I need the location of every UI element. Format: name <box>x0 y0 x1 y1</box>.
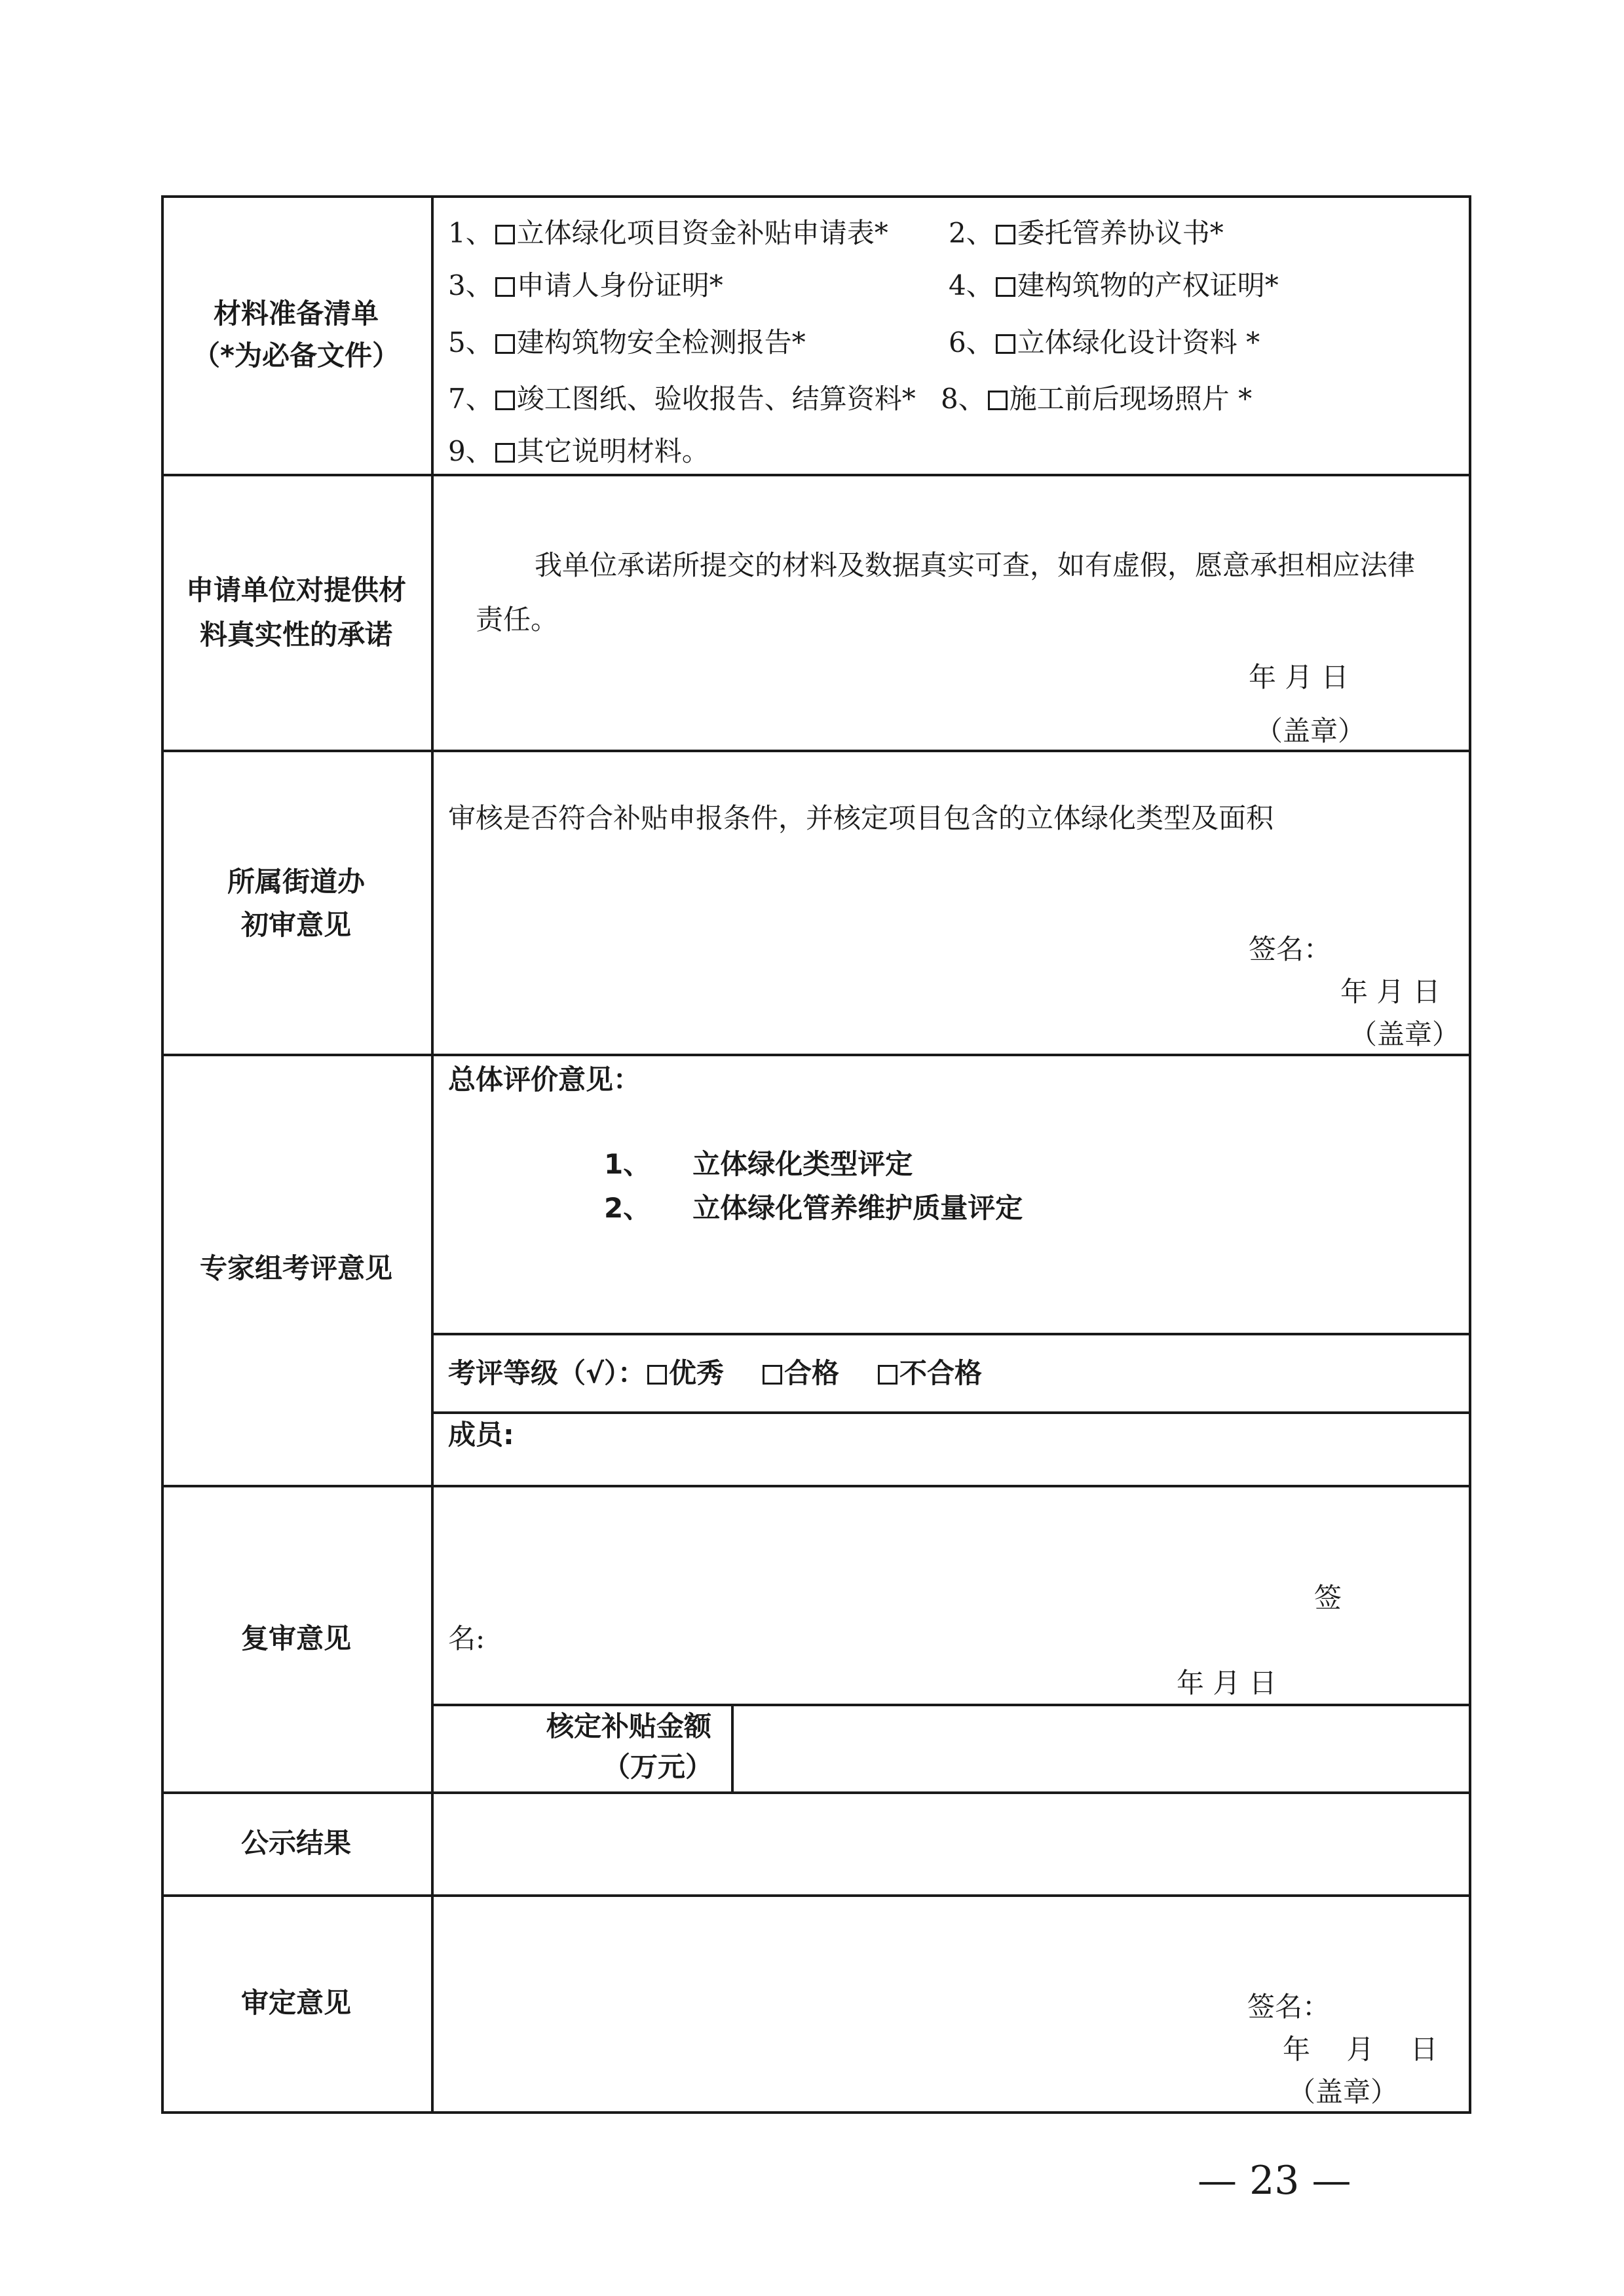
material-item-2: 2、 委托管养协议书* <box>949 217 1224 249</box>
column-divider <box>731 1704 734 1794</box>
grade-option-pass[interactable]: 合格 <box>761 1357 839 1389</box>
material-item-5: 5、 建构筑物安全检测报告* <box>448 326 806 358</box>
checkbox[interactable] <box>495 225 515 244</box>
materials-label-line1: 材料准备清单 <box>213 297 379 330</box>
table-border-right <box>1469 195 1471 2114</box>
row-divider <box>431 1333 1471 1335</box>
re-review-sign-part1: 签 <box>1314 1582 1342 1614</box>
checkbox[interactable] <box>495 443 515 463</box>
members-label: 成员: <box>448 1419 514 1451</box>
street-review-label-line2: 初审意见 <box>240 909 352 941</box>
checkbox[interactable] <box>996 225 1015 244</box>
checkbox[interactable] <box>495 391 515 410</box>
table-border-top <box>161 195 1471 198</box>
commitment-seal: （盖章） <box>1255 715 1366 747</box>
expert-review-label: 专家组考评意见 <box>199 1252 393 1284</box>
subsidy-amount-label-line2: （万元） <box>603 1751 713 1783</box>
re-review-label: 复审意见 <box>240 1622 352 1655</box>
final-review-label: 审定意见 <box>240 1987 352 2019</box>
material-item-7: 7、 竣工图纸、验收报告、结算资料* <box>448 383 916 415</box>
checkbox[interactable] <box>647 1365 667 1385</box>
commitment-text-line2: 责任。 <box>476 603 559 636</box>
checkbox[interactable] <box>878 1365 897 1385</box>
street-review-seal: （盖章） <box>1350 1018 1460 1050</box>
row-divider <box>161 1054 1471 1056</box>
checkbox[interactable] <box>495 277 515 297</box>
commitment-label-line2: 料真实性的承诺 <box>199 619 393 651</box>
checkbox[interactable] <box>763 1365 782 1385</box>
publicity-label: 公示结果 <box>240 1827 352 1859</box>
grade-row <box>448 1357 983 1389</box>
material-item-6: 6、 立体绿化设计资料 * <box>949 326 1260 358</box>
street-review-label-line1: 所属街道办 <box>227 866 366 898</box>
grade-option-fail[interactable]: 不合格 <box>876 1357 982 1389</box>
street-review-date: 年 月 日 <box>1340 976 1441 1008</box>
commitment-label-line1: 申请单位对提供材 <box>185 574 407 606</box>
row-divider <box>431 1411 1471 1414</box>
street-review-text: 审核是否符合补贴申报条件，并核定项目包含的立体绿化类型及面积 <box>448 802 1274 834</box>
row-divider <box>161 1791 1471 1794</box>
expert-item-1: 1、 立体绿化类型评定 <box>604 1148 913 1180</box>
material-item-4: 4、 建构筑物的产权证明* <box>949 269 1279 301</box>
subsidy-amount-label-line1: 核定补贴金额 <box>546 1710 712 1742</box>
row-divider <box>161 474 1471 476</box>
commitment-text-line1: 我单位承诺所提交的材料及数据真实可查，如有虚假，愿意承担相应法律 <box>535 549 1416 581</box>
re-review-date: 年 月 日 <box>1177 1667 1277 1699</box>
material-item-9: 9、 其它说明材料。 <box>448 435 709 467</box>
row-divider <box>431 1704 1471 1706</box>
page-number: — 23 — <box>1198 2158 1351 2204</box>
checkbox[interactable] <box>495 334 515 354</box>
re-review-sign-part2: 名: <box>448 1622 485 1655</box>
table-border-left <box>161 195 164 2114</box>
row-divider <box>161 1485 1471 1487</box>
checkbox[interactable] <box>988 391 1008 410</box>
material-item-3: 3、 申请人身份证明* <box>448 269 723 301</box>
grade-option-excellent[interactable]: 优秀 <box>645 1357 724 1389</box>
final-review-sign: 签名： <box>1247 1991 1331 2023</box>
material-item-1: 1、 立体绿化项目资金补贴申请表* <box>448 217 888 249</box>
final-review-seal: （盖章） <box>1288 2076 1399 2108</box>
grade-label: 考评等级（√）： <box>448 1357 646 1389</box>
final-review-date: 年 月 日 <box>1283 2033 1438 2065</box>
material-item-8: 8、 施工前后现场照片 * <box>941 383 1253 415</box>
commitment-date: 年 月 日 <box>1249 661 1349 693</box>
row-divider <box>161 750 1471 752</box>
row-divider <box>161 1894 1471 1897</box>
table-border-bottom <box>161 2111 1471 2114</box>
overall-evaluation-label: 总体评价意见： <box>448 1063 641 1096</box>
column-divider <box>431 195 434 2114</box>
materials-label-line2: （*为必备文件） <box>193 339 400 372</box>
checkbox[interactable] <box>996 334 1015 354</box>
checkbox[interactable] <box>996 277 1015 297</box>
expert-item-2: 2、 立体绿化管养维护质量评定 <box>604 1192 1023 1224</box>
street-review-sign: 签名： <box>1249 933 1332 965</box>
